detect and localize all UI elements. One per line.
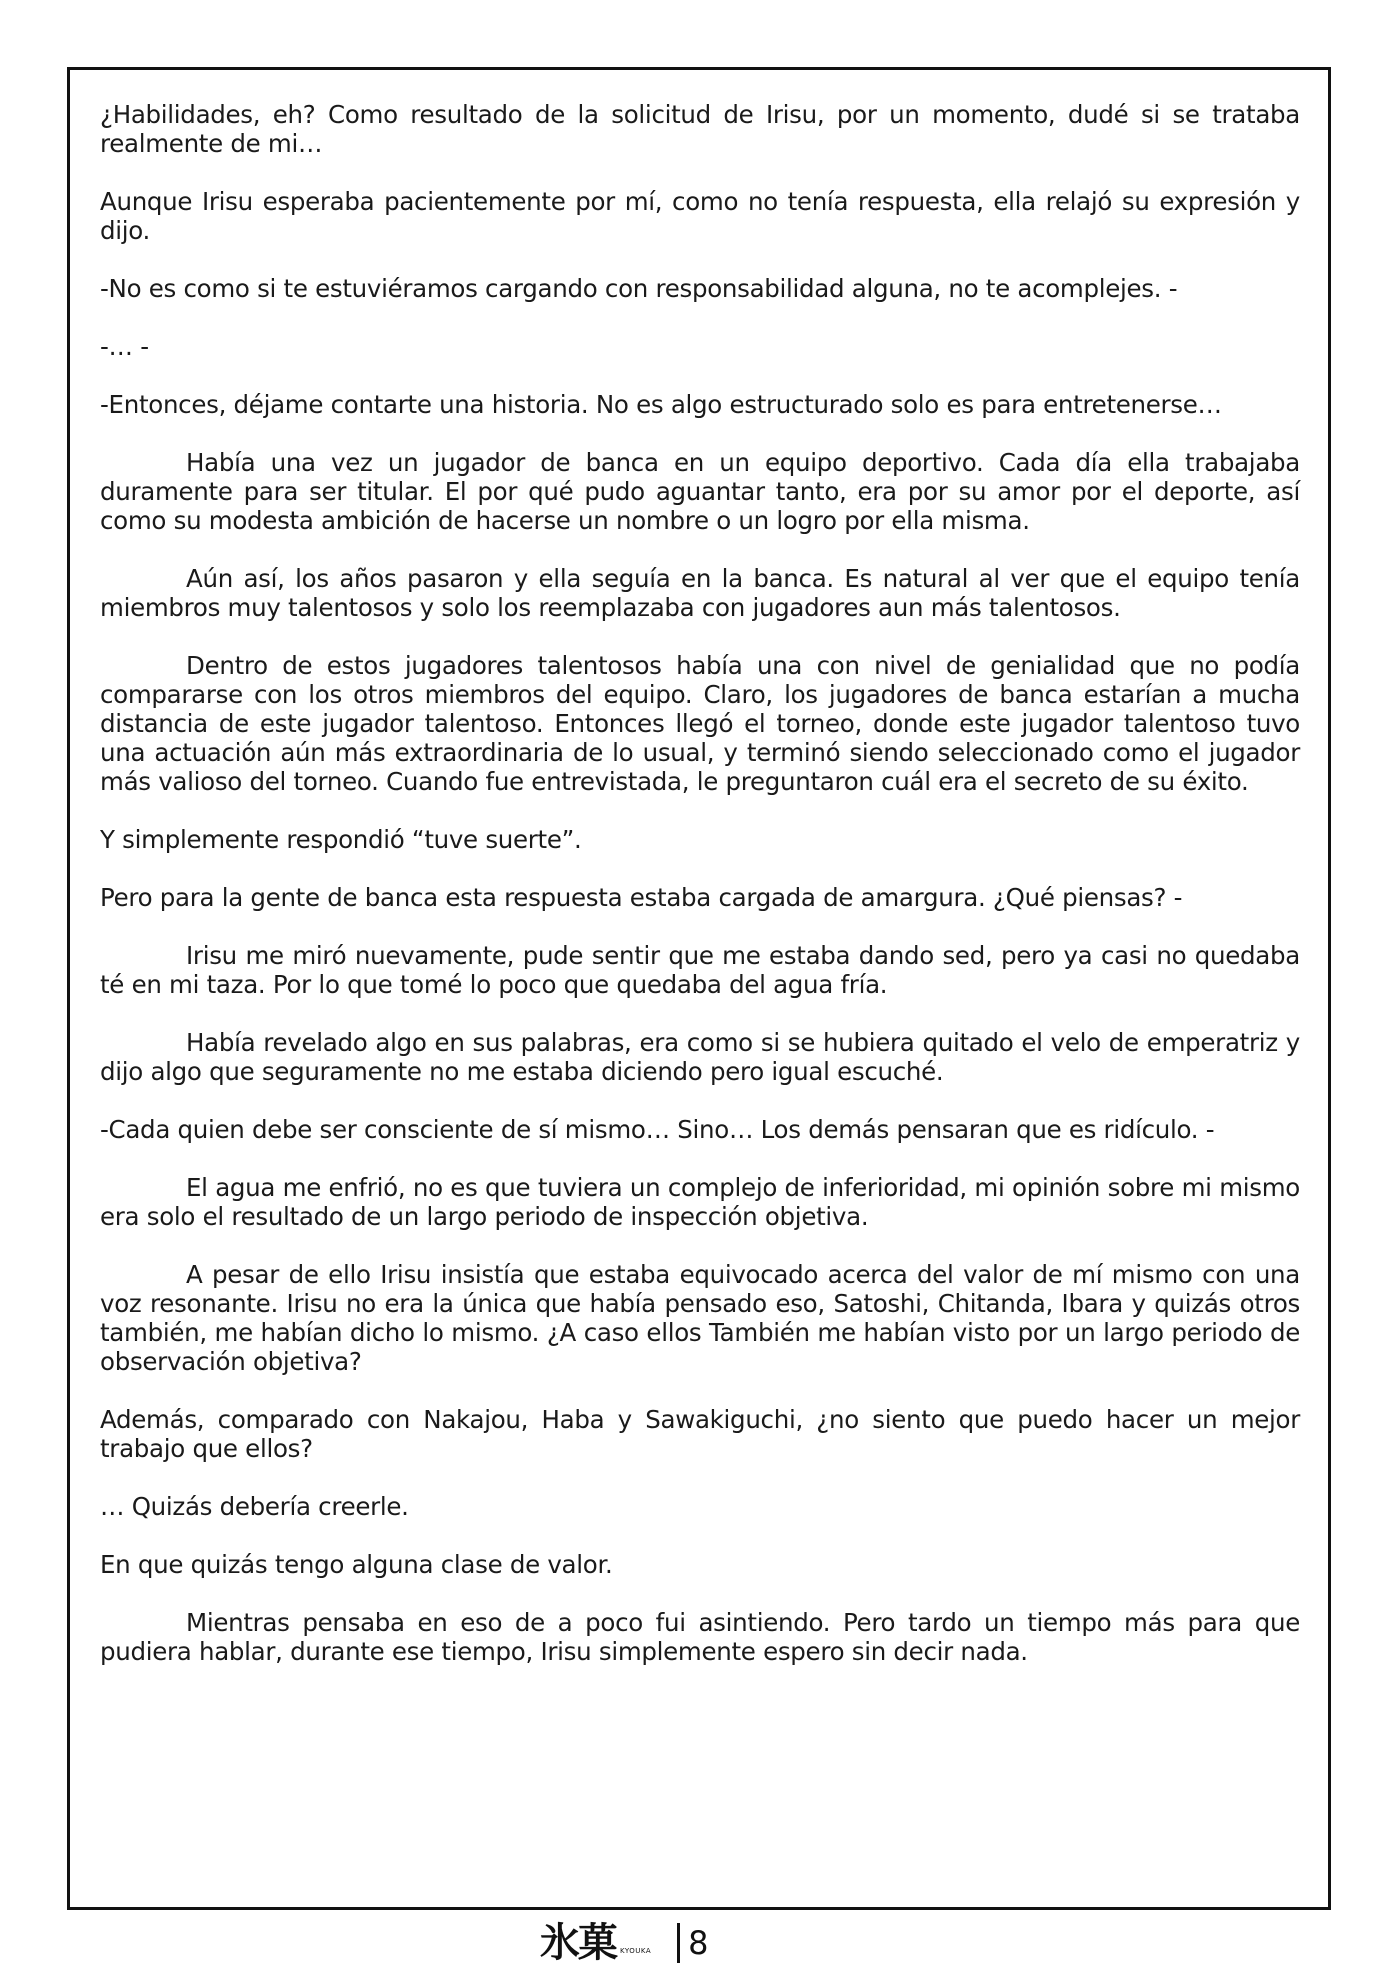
paragraph: -… - [100, 332, 149, 361]
page-footer [540, 1918, 708, 1968]
paragraph: -No es como si te estuviéramos cargando con responsabilidad alguna, no te acomplejes. - [100, 274, 1178, 303]
paragraph: El agua me enfrió, no es que tuviera un complejo de inferioridad, mi opinión sobre mi mismo era solo el resultado de un largo periodo de inspección objetiva. [100, 1173, 1300, 1231]
paragraph: A pesar de ello Irisu insistía que estaba equivocado acerca del valor de mí mismo con una voz resonante. Irisu no era la única que había pensado eso, Satoshi, Chitanda, Ibara y quizás otros también, me habían dicho lo mismo. ¿A caso ellos También me habían visto por un largo periodo de observación objetiva? [100, 1260, 1300, 1376]
paragraph: Irisu me miró nuevamente, pude sentir que me estaba dando sed, pero ya casi no quedaba té en mi taza. Por lo que tomé lo poco que quedaba del agua fría. [100, 941, 1300, 999]
document-body [100, 100, 1300, 1695]
page-number: 8 [688, 1924, 709, 1962]
hyouka-logo [540, 1918, 651, 1968]
logo-kanji: 氷菓 [540, 1919, 616, 1966]
paragraph: Mientras pensaba en eso de a poco fui asintiendo. Pero tardo un tiempo más para que pudiera hablar, durante ese tiempo, Irisu simplemente espero sin decir nada. [100, 1608, 1300, 1666]
paragraph: -Cada quien debe ser consciente de sí mismo… Sino… Los demás pensaran que es ridículo. - [100, 1115, 1215, 1144]
paragraph: Había revelado algo en sus palabras, era como si se hubiera quitado el velo de emperatriz y dijo algo que seguramente no me estaba diciendo pero igual escuché. [100, 1028, 1300, 1086]
paragraph: Aún así, los años pasaron y ella seguía en la banca. Es natural al ver que el equipo tenía miembros muy talentosos y solo los reemplazaba con jugadores aun más talentosos. [100, 564, 1300, 622]
paragraph: Dentro de estos jugadores talentosos había una con nivel de genialidad que no podía compararse con los otros miembros del equipo. Claro, los jugadores de banca estarían a mucha distancia de este jugador talentoso. Entonces llegó el torneo, donde este jugador talentoso tuvo una actuación aún más extraordinaria de lo usual, y terminó siendo seleccionado como el jugador más valioso del torneo. Cuando fue entrevistada, le preguntaron cuál era el secreto de su éxito. [100, 651, 1300, 796]
paragraph: Aunque Irisu esperaba pacientemente por mí, como no tenía respuesta, ella relajó su expresión y dijo. [100, 187, 1300, 245]
paragraph: ¿Habilidades, eh? Como resultado de la solicitud de Irisu, por un momento, dudé si se trataba realmente de mi… [100, 100, 1300, 158]
footer-divider [677, 1923, 680, 1963]
paragraph: … Quizás debería creerle. [100, 1492, 409, 1521]
logo-subtitle: KYOUKA [620, 1947, 652, 1955]
paragraph: Además, comparado con Nakajou, Haba y Sawakiguchi, ¿no siento que puedo hacer un mejor trabajo que ellos? [100, 1405, 1300, 1463]
paragraph: Pero para la gente de banca esta respuesta estaba cargada de amargura. ¿Qué piensas? - [100, 883, 1183, 912]
paragraph: -Entonces, déjame contarte una historia. No es algo estructurado solo es para entretenerse… [100, 390, 1222, 419]
paragraph: Había una vez un jugador de banca en un equipo deportivo. Cada día ella trabajaba duramente para ser titular. El por qué pudo aguantar tanto, era por su amor por el deporte, así como su modesta ambición de hacerse un nombre o un logro por ella misma. [100, 448, 1300, 535]
paragraph: Y simplemente respondió “tuve suerte”. [100, 825, 582, 854]
paragraph: En que quizás tengo alguna clase de valor. [100, 1550, 613, 1579]
